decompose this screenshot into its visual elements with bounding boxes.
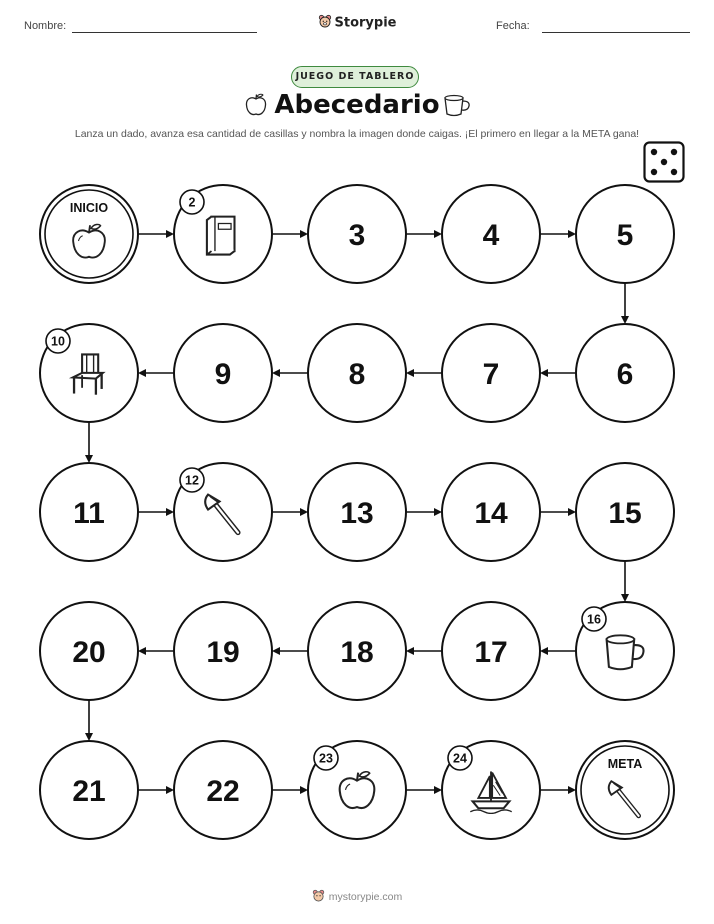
cell-number: 11: [73, 497, 105, 530]
cell-number-badge: [448, 746, 472, 770]
path-arrow: [540, 230, 576, 238]
footer: [0, 889, 714, 905]
cell-number: 20: [72, 636, 106, 669]
svg-text:23: 23: [319, 751, 333, 766]
path-arrow: [621, 561, 629, 602]
start-label: INICIO: [69, 201, 109, 215]
cell-number: 3: [348, 219, 366, 252]
cell-number: 19: [206, 636, 240, 669]
board-cell-9: [174, 324, 272, 422]
brand-name: Storypie: [334, 15, 397, 31]
path-arrow: [138, 230, 174, 238]
board-cell-23: [308, 741, 406, 839]
cell-number: 13: [340, 497, 374, 530]
board-cell-19: [174, 602, 272, 700]
bear-logo-icon: [312, 889, 325, 905]
cell-number: 17: [474, 636, 508, 669]
board-cell-10: [40, 324, 138, 422]
cell-number: 22: [206, 775, 240, 808]
board-cell-5: [576, 185, 674, 283]
board-cell-1: [40, 185, 138, 283]
path-arrow: [138, 508, 174, 516]
book-icon: [207, 217, 235, 255]
path-arrow: [272, 230, 308, 238]
path-arrow: [540, 369, 576, 377]
svg-text:2: 2: [188, 195, 196, 210]
path-arrow: [272, 508, 308, 516]
board-cell-4: [442, 185, 540, 283]
svg-text:10: 10: [51, 334, 65, 349]
path-arrow: [406, 230, 442, 238]
instructions-text: Lanza un dado, avanza esa cantidad de casillas y nombra la imagen donde caigas. ¡El primero en llegar a la META gana!: [74, 128, 640, 140]
board-cell-22: [174, 741, 272, 839]
path-arrow: [85, 422, 93, 463]
board-cell-21: [40, 741, 138, 839]
cell-number: 7: [482, 358, 500, 391]
board-cell-8: [308, 324, 406, 422]
board-cell-20: [40, 602, 138, 700]
board-cell-16: [576, 602, 674, 700]
cell-number: 15: [608, 497, 642, 530]
cell-number-badge: [314, 746, 338, 770]
board-cell-14: [442, 463, 540, 561]
finish-label: META: [607, 757, 643, 771]
cell-number: 18: [340, 636, 374, 669]
path-arrow: [621, 283, 629, 324]
date-label: Fecha:: [496, 20, 530, 32]
game-type-badge: JUEGO DE TABLERO: [291, 66, 419, 88]
board-cell-11: [40, 463, 138, 561]
cell-number: 5: [616, 219, 634, 252]
board-cell-25: [576, 741, 674, 839]
path-arrow: [406, 369, 442, 377]
cell-number: 8: [348, 358, 366, 391]
board-cells: [40, 185, 674, 839]
board-cell-18: [308, 602, 406, 700]
path-arrow: [540, 508, 576, 516]
board-cell-7: [442, 324, 540, 422]
cell-number-badge: [582, 607, 606, 631]
cell-number-badge: [180, 468, 204, 492]
board-cell-12: [174, 463, 272, 561]
path-arrow: [272, 647, 308, 655]
board-cell-13: [308, 463, 406, 561]
board-cell-6: [576, 324, 674, 422]
footer-url: mystorypie.com: [328, 890, 403, 903]
path-arrow: [272, 369, 308, 377]
svg-text:12: 12: [185, 473, 199, 488]
cell-number: 4: [482, 219, 500, 252]
path-arrow: [540, 786, 576, 794]
page-title: Abecedario: [274, 90, 440, 120]
path-arrow: [138, 647, 174, 655]
board-cell-15: [576, 463, 674, 561]
path-arrow: [272, 786, 308, 794]
cell-number-badge: [180, 190, 204, 214]
path-arrow: [540, 647, 576, 655]
path-arrow: [138, 786, 174, 794]
board-cell-24: [442, 741, 540, 839]
name-label: Nombre:: [24, 20, 67, 32]
board-cell-17: [442, 602, 540, 700]
path-arrow: [406, 647, 442, 655]
path-arrow: [406, 786, 442, 794]
svg-text:24: 24: [453, 751, 467, 766]
path-arrow: [138, 369, 174, 377]
cell-number-badge: [46, 329, 70, 353]
board-cell-3: [308, 185, 406, 283]
cell-number: 14: [474, 497, 508, 530]
svg-text:16: 16: [587, 612, 601, 627]
cell-number: 9: [214, 358, 232, 391]
path-arrow: [85, 700, 93, 741]
cell-number: 21: [72, 775, 106, 808]
board-cell-2: [174, 185, 272, 283]
path-arrow: [406, 508, 442, 516]
cell-number: 6: [616, 358, 634, 391]
